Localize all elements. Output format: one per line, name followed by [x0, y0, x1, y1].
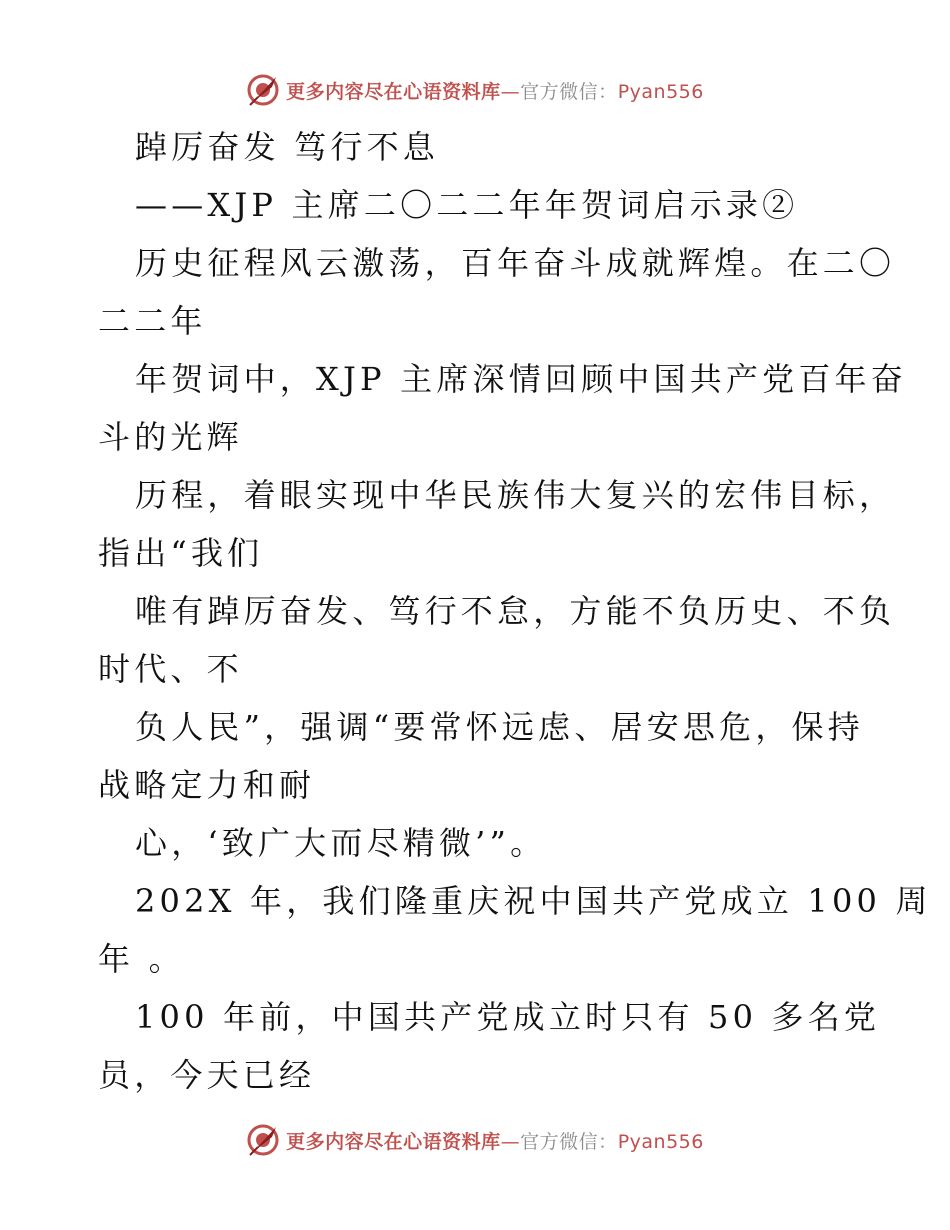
wechat-label: 官方微信： [520, 80, 618, 103]
text-line: 历史征程风云激荡，百年奋斗成就辉煌。在二〇 [135, 244, 896, 282]
text-line: 员，今天已经 [98, 1056, 316, 1094]
text-line: 历程，着眼实现中华民族伟大复兴的宏伟目标， [135, 476, 896, 514]
wechat-handle: Pyan556 [617, 1130, 704, 1153]
wechat-handle: Pyan556 [617, 80, 704, 103]
banner-dash: — [500, 1130, 521, 1153]
text-line: 唯有踔厉奋发、笃行不怠，方能不负历史、不负 [135, 592, 896, 630]
banner-dash: — [500, 80, 521, 103]
text-line: 二二年 [98, 302, 207, 340]
text-line: 斗的光辉 [98, 418, 243, 456]
text-line: 年贺词中，XJP 主席深情回顾中国共产党百年奋 [135, 360, 907, 398]
text-line: ——XJP 主席二〇二二年年贺词启示录② [135, 186, 799, 224]
footer-watermark-text [286, 1127, 704, 1154]
header-watermark-text [286, 77, 704, 104]
brand-name: 更多内容尽在心语资料库 [286, 80, 501, 103]
text-line: 202X 年，我们隆重庆祝中国共产党成立 100 周 [135, 882, 932, 920]
footer-watermark [0, 1120, 950, 1160]
text-line: 战略定力和耐 [98, 766, 316, 804]
brand-name: 更多内容尽在心语资料库 [286, 1130, 501, 1153]
quill-logo-icon [246, 1123, 280, 1157]
text-line: 时代、不 [98, 650, 243, 688]
quill-logo-icon [246, 73, 280, 107]
text-line: 100 年前，中国共产党成立时只有 50 多名党 [135, 998, 881, 1036]
text-line: 负人民”，强调“要常怀远虑、居安思危，保持 [135, 708, 864, 746]
header-watermark [0, 70, 950, 110]
document-body [98, 118, 932, 1104]
wechat-label: 官方微信： [520, 1130, 618, 1153]
text-line: 年 。 [98, 940, 185, 978]
text-line: 心，‘致广大而尽精微’”。 [135, 824, 547, 862]
text-line: 踔厉奋发 笃行不息 [135, 128, 439, 166]
text-line: 指出“我们 [98, 534, 264, 572]
